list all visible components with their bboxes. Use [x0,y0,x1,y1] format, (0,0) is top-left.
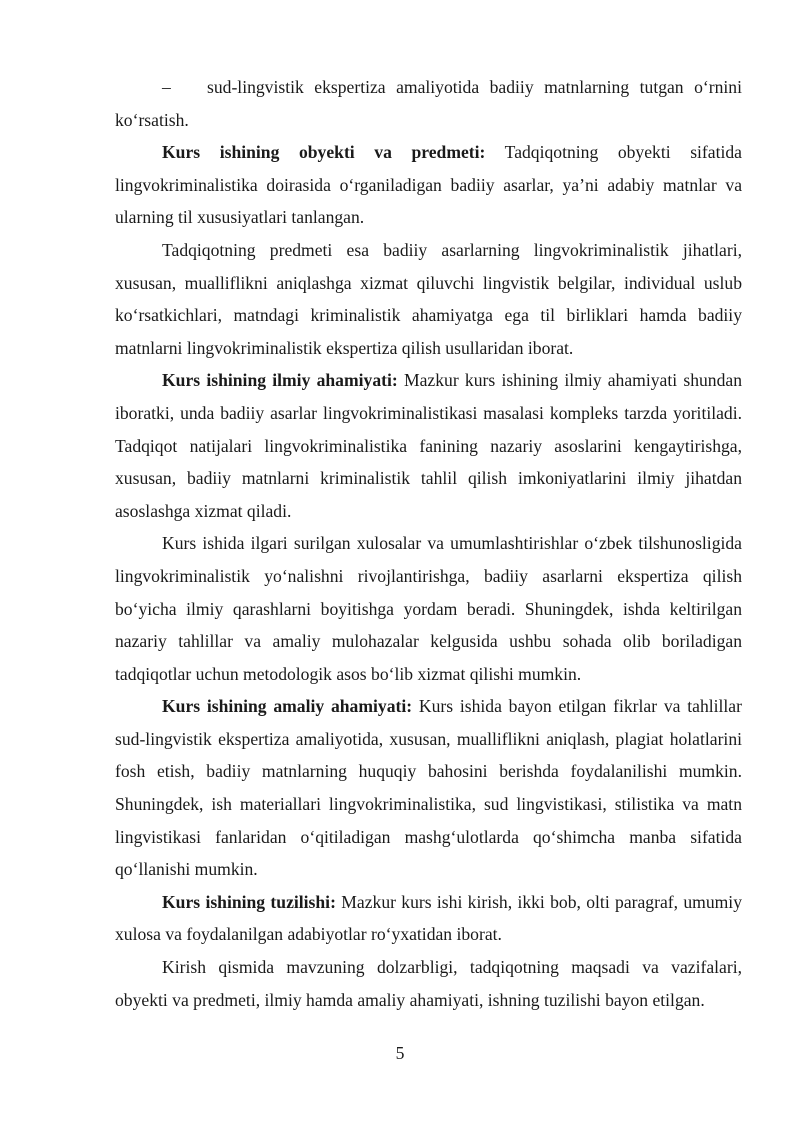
paragraph-text: Kirish qismida mavzuning dolzarbligi, tadqiqotning maqsadi va vazifalari, obyekti va predmeti, ilmiy hamda amaliy ahamiyati, ishning tuzilishi bayon etilgan. [115,957,742,1010]
list-item-text: sud-lingvistik ekspertiza amaliyotida badiiy matnlarning tutgan o‘rnini ko‘rsatish. [115,77,742,130]
paragraph-subject-detail [115,234,742,364]
paragraph-text: Kurs ishida bayon etilgan fikrlar va tahlillar sud-lingvistik ekspertiza amaliyotida, xususan, muallifliknі aniqlash, plagiat holatlarini fosh etish, badiiy matnlarning huquqiy bahosini berishda foydalanilishi mumkin. Shuningdek, ish materiallari lingvokriminalistika, sud lingvistikasi, stilistika va matn lingvistikasi fanlaridan o‘qitiladigan mashg‘ulotlarda qo‘shimcha manba sifatida qo‘llanishi mumkin. [115,696,742,880]
list-marker: – [162,77,171,97]
paragraph-structure [115,886,742,951]
paragraph-text: Mazkur kurs ishi kirish, ikki bob, olti paragraf, umumiy xulosa va foydalanilgan adabiyotlar ro‘yxatidan iborat. [115,891,742,945]
paragraph-text: Kurs ishida ilgari surilgan xulosalar va umumlashtirishlar o‘zbek tilshunosligida lingvokriminalistik yo‘nalishni rivojlantirishga, badiiy asarlarni ekspertiza qilish bo‘yicha ilmiy qarashlarni boyitishga yordam beradi. Shuningdek, ishda keltirilgan nazariy tahlillar va amaliy mulohazalar kelgusida ushbu sohada olib boriladigan tadqiqotlar uchun metodologik asos bo‘lib xizmat qilishi mumkin. [115,533,742,684]
paragraph-introduction [115,951,742,1016]
paragraph-scientific-significance [115,364,742,527]
paragraph-text: Tadqiqotning predmeti esa badiiy asarlarning lingvokriminalistik jihatlari, xususan, mualliflikni aniqlashga xizmat qiluvchi lingvistik belgilar, individual uslub ko‘rsatkichlari, matndagi kriminalistik ahamiyatga ega til birliklari hamda badiiy matnlarni lingvokriminalistik ekspertiza qilish usullaridan iborat. [115,239,742,358]
paragraph-heading: Kurs ishining tuzilishi: [162,891,336,912]
paragraph-heading: Kurs ishining ilmiy ahamiyati: [162,370,398,391]
paragraph-object-subject [115,136,742,234]
list-item [115,71,742,136]
paragraph-text: Tadqiqotning obyekti sifatida lingvokriminalistika doirasida o‘rganiladigan badiiy asarlar, ya’ni adabiy matnlar va ularning til xususiyatlari tanlangan. [115,142,742,228]
paragraph-practical-significance [115,690,742,886]
page-number: 5 [395,1043,405,1063]
paragraph-conclusions [115,527,742,690]
paragraph-text: Mazkur kurs ishining ilmiy ahamiyati shundan iboratki, unda badiiy asarlar lingvokriminalistikasi masalasi kompleks tarzda yoritiladi. Tadqiqot natijalari lingvokriminalistika fanining nazariy asoslarini kengaytirishga, xususan, badiiy matnlarni kriminalistik tahlil qilish imkoniyatlarini ilmiy jihatdan asoslashga xizmat qiladi. [115,370,742,521]
paragraph-heading: Kurs ishining obyekti va predmeti: [162,142,486,163]
paragraph-heading: Kurs ishining amaliy ahamiyati: [162,696,413,717]
document-page [115,71,742,1016]
